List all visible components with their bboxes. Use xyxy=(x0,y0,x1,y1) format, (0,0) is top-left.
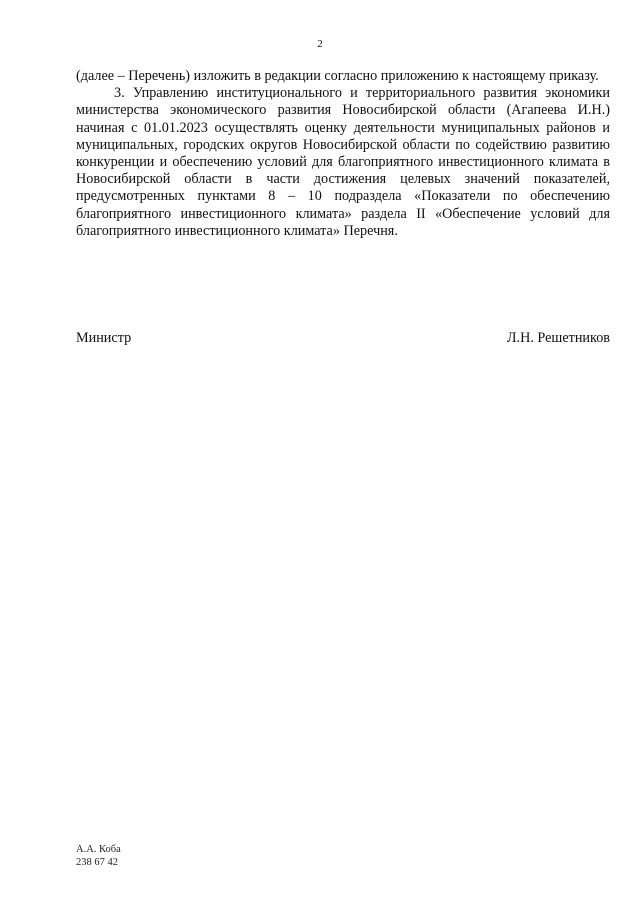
paragraph-item-3: 3. Управлению институционального и территориального развития экономики министерства экономического развития Новосибирской области (Агапеева И.Н.) начиная с 01.01.2023 осуществлять оценку деятельности муниципальных районов и муниципальных, городских округов Новосибирской области по содействию развитию конкуренции и обеспечению условий для благоприятного инвестиционного климата в Новосибирской области в части достижения целевых значений показателей, предусмотренных пунктами 8 – 10 подраздела «Показатели по обеспечению благоприятного инвестиционного климата» раздела II «Обеспечение условий для благоприятного инвестиционного климата» Перечня. xyxy=(76,85,610,239)
executor-name: А.А. Коба xyxy=(76,844,121,855)
signature-block xyxy=(76,330,610,347)
page-number: 2 xyxy=(317,38,323,50)
signatory-position: Министр xyxy=(76,330,132,346)
executor-phone: 238 67 42 xyxy=(76,857,118,868)
document-body xyxy=(76,68,610,240)
paragraph-continuation: (далее – Перечень) изложить в редакции согласно приложению к настоящему приказу. xyxy=(76,68,599,84)
signatory-name: Л.Н. Решетников xyxy=(506,330,610,346)
executor-footer xyxy=(76,843,121,869)
